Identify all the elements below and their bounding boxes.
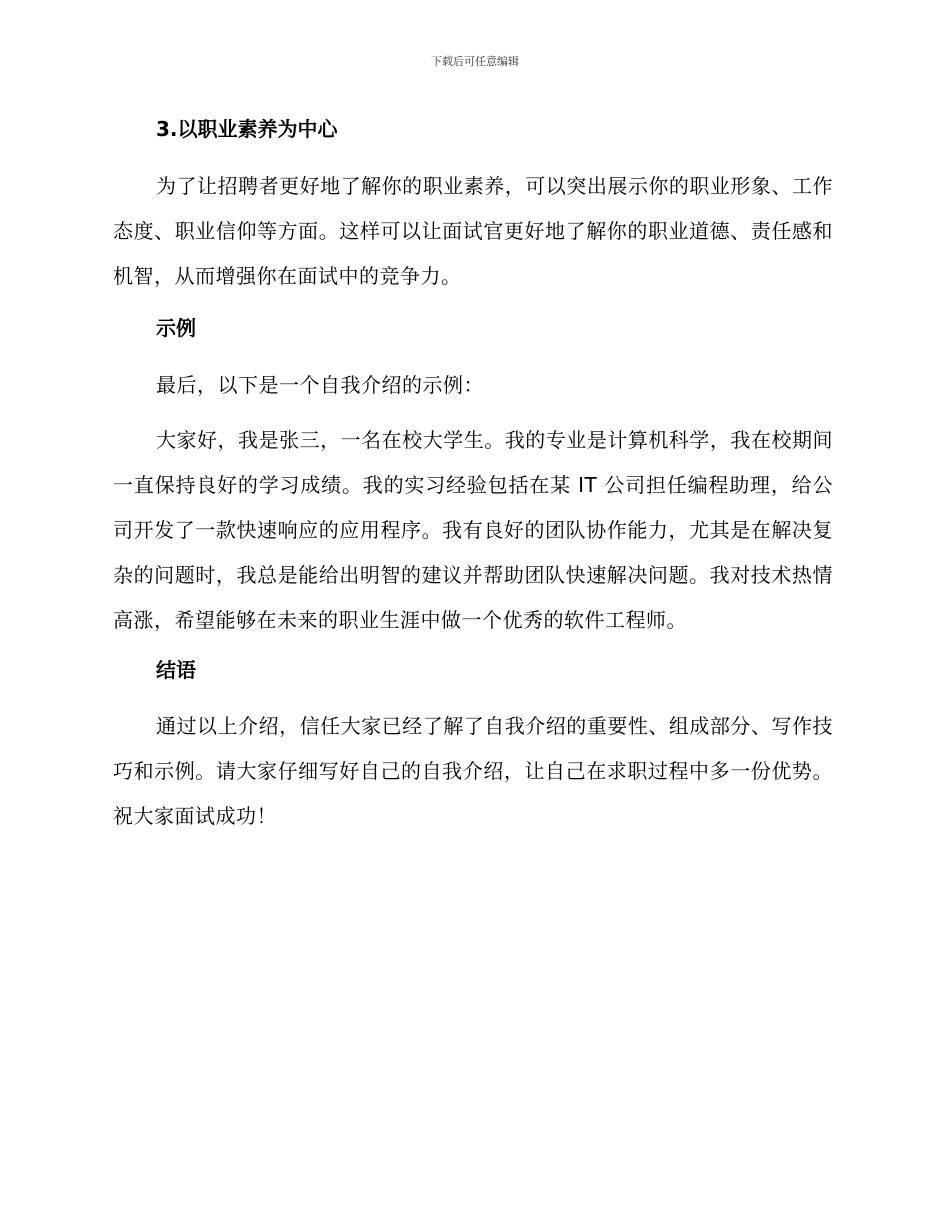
paragraph-example-intro: 最后，以下是一个自我介绍的示例：	[156, 373, 484, 397]
section-heading-conclusion: 结语	[156, 658, 196, 682]
section-heading-professionalism: 3.以职业素养为中心	[156, 117, 338, 141]
paragraph-professionalism: 为了让招聘者更好地了解你的职业素养，可以突出展示你的职业形象、工作态度、职业信仰等方面。这样可以让面试官更好地了解你的职业道德、责任感和机智，从而增强你在面试中的竞争力。	[113, 174, 833, 288]
document-body	[113, 112, 833, 839]
paragraph-example-text: 大家好，我是张三，一名在校大学生。我的专业是计算机科学，我在校期间一直保持良好的学习成绩。我的实习经验包括在某 IT 公司担任编程助理，给公司开发了一款快速响应的应用程序。我有良好的团队协作能力，尤其是在解决复杂的问题时，我总是能给出明智的建议并帮助团队快速解决问题。我对技术热情高涨，希望能够在未来的职业生涯中做一个优秀的软件工程师。	[113, 428, 833, 632]
page-header: 下载后可任意编辑	[431, 55, 519, 68]
section-heading-example: 示例	[156, 316, 196, 340]
paragraph-conclusion: 通过以上介绍，信任大家已经了解了自我介绍的重要性、组成部分、写作技巧和示例。请大家仔细写好自己的自我介绍，让自己在求职过程中多一份优势。祝大家面试成功！	[113, 714, 833, 828]
